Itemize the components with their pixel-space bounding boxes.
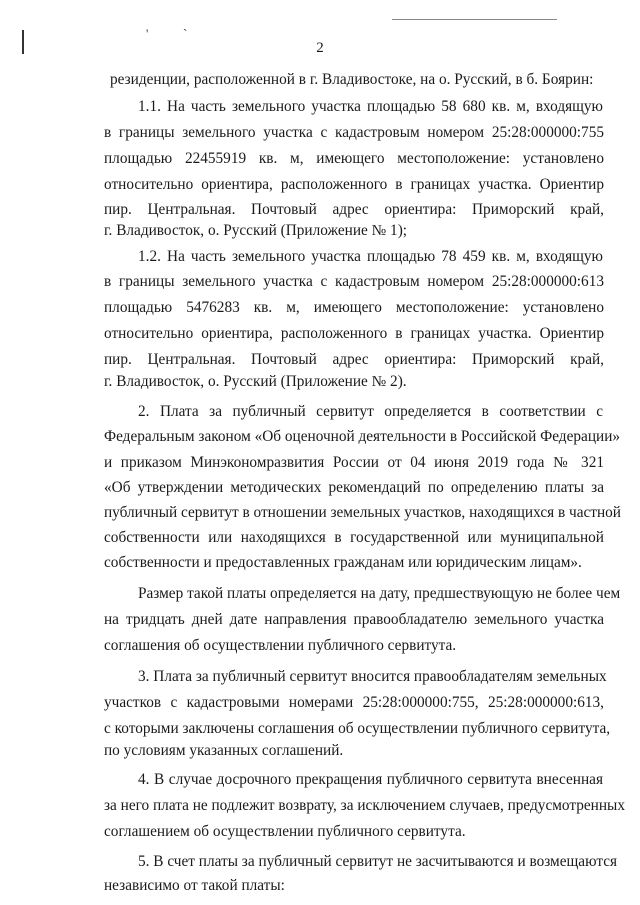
text-line: 1.1. На часть земельного участка площадью 58 680 кв. м, входящую [138, 98, 603, 115]
text-line: г. Владивосток, о. Русский (Приложение № 1); [104, 222, 408, 239]
text-line: независимо от такой платы: [104, 877, 285, 894]
text-line: относительно ориентира, расположенного в границах участка. Ориентир [104, 176, 604, 193]
text-line: в границы земельного участка с кадастровым номером 25:28:000000:613 [104, 273, 604, 290]
text-line: собственности и предоставленных гражданам или юридическим лицам». [104, 554, 582, 571]
text-line: и приказом Минэкономразвития России от 04 июня 2019 года № 321 [104, 454, 604, 471]
scan-speck: ' [146, 26, 149, 41]
text-line: площадью 22455919 кв. м, имеющего местоположение: установлено [104, 150, 604, 167]
text-line: в границы земельного участка с кадастровым номером 25:28:000000:755 [104, 124, 604, 141]
text-line: на тридцать дней дате направления правообладателю земельного участка [104, 611, 604, 628]
text-line: с которыми заключены соглашения об осуществлении публичного сервитута, [104, 720, 611, 737]
text-line: публичный сервитут в отношении земельных участков, находящихся в частной [104, 504, 621, 521]
text-line: пир. Центральная. Почтовый адрес ориентира: Приморский край, [104, 351, 604, 368]
page-number: 2 [316, 40, 324, 56]
text-line: 1.2. На часть земельного участка площадью 78 459 кв. м, входящую [138, 248, 603, 265]
text-line: площадью 5476283 кв. м, имеющего местоположение: установлено [104, 299, 604, 316]
text-line: по условиям указанных соглашений. [104, 742, 344, 759]
scan-speck: ˋ [183, 26, 188, 41]
text-line: резиденции, расположенной в г. Владивостоке, на о. Русский, в б. Боярин: [110, 71, 594, 88]
text-line: Размер такой платы определяется на дату, предшествующую не более чем [138, 585, 621, 602]
text-line: 3. Плата за публичный сервитут вносится правообладателям земельных [138, 668, 607, 685]
text-line: за него плата не подлежит возврату, за исключением случаев, предусмотренных [104, 797, 625, 814]
text-line: 5. В счет платы за публичный сервитут не засчитываются и возмещаются [138, 853, 618, 870]
text-line: Федеральным законом «Об оценочной деятельности в Российской Федерации» [104, 428, 621, 445]
text-line: относительно ориентира, расположенного в границах участка. Ориентир [104, 325, 604, 342]
text-line: 4. В случае досрочного прекращения публичного сервитута внесенная [138, 771, 603, 788]
text-line: пир. Центральная. Почтовый адрес ориентира: Приморский край, [104, 201, 604, 218]
text-line: 2. Плата за публичный сервитут определяется в соответствии с [138, 403, 603, 420]
scan-mark-top [392, 19, 557, 20]
text-line: соглашением об осуществлении публичного сервитута. [104, 823, 466, 840]
text-line: собственности или находящихся в государственной или муниципальной [104, 529, 604, 546]
text-line: «Об утверждении методических рекомендаций по определению платы за [104, 479, 604, 496]
text-line: соглашения об осуществлении публичного сервитута. [104, 637, 457, 654]
text-line: участков с кадастровыми номерами 25:28:000000:755, 25:28:000000:613, [104, 694, 604, 711]
text-line: г. Владивосток, о. Русский (Приложение № 2). [104, 373, 407, 390]
